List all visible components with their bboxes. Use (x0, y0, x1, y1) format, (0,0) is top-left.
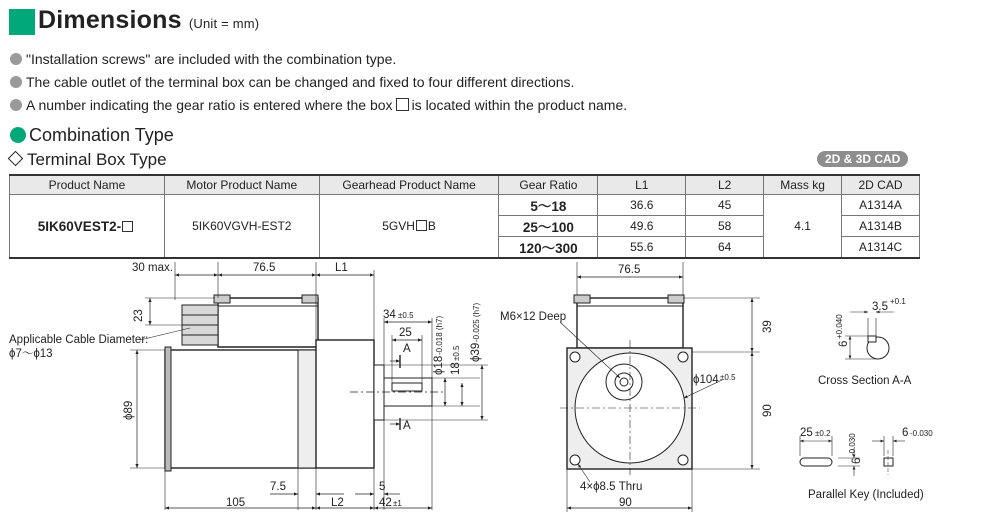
pcd-callout: ϕ104 (693, 374, 719, 386)
dim-phi39: ϕ39 (470, 342, 482, 362)
bullet-text: A number indicating the gear ratio is entered where the box (26, 97, 393, 113)
title-text: Dimensions (38, 6, 182, 34)
key-end (884, 458, 893, 466)
dim-7-5: 7.5 (270, 481, 286, 493)
dim-key-6b: 6 (851, 457, 863, 464)
dim-key-25-tol: ±0.2 (815, 429, 831, 438)
dim-34: 34 (383, 309, 396, 321)
box-screw (668, 295, 684, 303)
dim-key-6b-tol: -0.030 (848, 433, 857, 456)
thread-callout: M6×12 Deep (500, 311, 567, 323)
pcd-tol: ±0.5 (720, 373, 736, 382)
cross-section-label: Cross Section A-A (818, 375, 912, 387)
gearhead-suffix: B (427, 219, 436, 233)
gear-ratio-cell: 120～300 (499, 237, 598, 259)
section-title-text: Combination Type (29, 125, 174, 145)
key-slot (868, 336, 876, 342)
section-a-bottom: A (403, 420, 411, 432)
dim-l2: L2 (331, 497, 344, 509)
dim-30max: 30 max. (132, 262, 173, 274)
cable-diameter-range: ϕ7～ϕ13 (9, 348, 53, 360)
column-header: L2 (686, 175, 764, 195)
l1-cell: 49.6 (598, 216, 686, 237)
dim-front-76-5: 76.5 (618, 264, 641, 276)
mounting-hole (678, 455, 688, 465)
dim-3-5: 3.5 (872, 301, 888, 313)
gearhead-pilot (374, 365, 384, 420)
dim-76-5: 76.5 (253, 262, 276, 274)
l2-cell: 64 (686, 237, 764, 259)
column-header: L1 (598, 175, 686, 195)
l1-cell: 55.6 (598, 237, 686, 259)
dim-phi39-tol: -0.025 (h7) (472, 302, 481, 342)
unit-label: (Unit = mm) (188, 16, 260, 31)
motor-product-cell: 5IK60VGVH-EST2 (164, 195, 319, 259)
dim-3-5-tol: +0.1 (890, 297, 906, 306)
dim-phi89: ϕ89 (123, 400, 135, 420)
front-view (560, 262, 760, 512)
dim-18: 18 (450, 362, 462, 375)
bullet-text: The cable outlet of the terminal box can be changed and fixed to four different directions. (26, 74, 575, 90)
dim-6a: 6 (838, 340, 850, 347)
l1-cell: 36.6 (598, 195, 686, 216)
dim-90-vertical: 90 (762, 404, 774, 417)
l2-cell: 45 (686, 195, 764, 216)
gear-ratio-cell: 5～18 (499, 195, 598, 216)
mass-cell: 4.1 (764, 195, 842, 259)
dim-phi18: ϕ18 (433, 355, 445, 375)
dim-25: 25 (399, 327, 412, 339)
cad-cell[interactable]: A1314A (842, 195, 920, 216)
cad-cell[interactable]: A1314B (842, 216, 920, 237)
dim-18-tol: ±0.5 (452, 345, 461, 361)
motor-body (165, 350, 315, 468)
shaft-key (392, 383, 422, 391)
column-header: Gear Ratio (499, 175, 598, 195)
terminal-box (218, 298, 318, 347)
dim-23: 23 (133, 309, 145, 322)
dim-42-tol: ±1 (393, 499, 402, 508)
dim-90-horizontal: 90 (619, 497, 632, 509)
cross-section-detail (845, 312, 894, 359)
side-view (130, 262, 488, 510)
motor-flange (298, 350, 316, 468)
cable-diameter-label: Applicable Cable Diameter: (9, 334, 149, 346)
cad-cell[interactable]: A1314C (842, 237, 920, 259)
tapped-hole (620, 378, 628, 386)
box-screw (214, 295, 230, 303)
dim-key-6c: 6 (902, 427, 909, 439)
cad-badge[interactable]: 2D & 3D CAD (817, 151, 908, 167)
motor-end-cap (165, 347, 171, 471)
dim-105: 105 (226, 497, 246, 509)
output-shaft (384, 378, 432, 406)
dim-5: 5 (379, 481, 386, 493)
section-subtitle-text: Terminal Box Type (27, 150, 167, 169)
mounting-hole (570, 352, 580, 362)
box-screw (574, 295, 590, 303)
bullet-text: is located within the product name. (411, 97, 628, 113)
column-header: Mass kg (764, 175, 842, 195)
section-a-top: A (403, 343, 411, 355)
dim-39: 39 (762, 320, 774, 333)
holes-callout: 4×ϕ8.5 Thru (580, 481, 643, 493)
dim-42: 42 (379, 497, 392, 509)
bullet-text: "Installation screws" are included with the combination type. (26, 51, 397, 67)
product-name: 5IK60VEST2- (37, 218, 122, 234)
gear-ratio-cell: 25～100 (499, 216, 598, 237)
column-header: Product Name (10, 175, 165, 195)
parallel-key-label: Parallel Key (Included) (808, 489, 924, 501)
column-header: Motor Product Name (164, 175, 319, 195)
dim-34-tol: ±0.5 (398, 311, 414, 320)
box-screw (302, 295, 318, 303)
mounting-hole (678, 352, 688, 362)
dim-6a-tol: +0.040 (835, 314, 844, 339)
l2-cell: 58 (686, 216, 764, 237)
dim-l1: L1 (335, 262, 348, 274)
column-header: 2D CAD (842, 175, 920, 195)
gearhead-name: 5GVH (382, 219, 415, 233)
key-side (800, 458, 832, 466)
dim-phi18-tol: -0.018 (h7) (435, 315, 444, 355)
gearhead-body (316, 340, 374, 468)
dim-key-25: 25 (800, 427, 813, 439)
dim-key-6c-tol: -0.030 (910, 429, 933, 438)
mounting-hole (570, 455, 580, 465)
column-header: Gearhead Product Name (319, 175, 499, 195)
